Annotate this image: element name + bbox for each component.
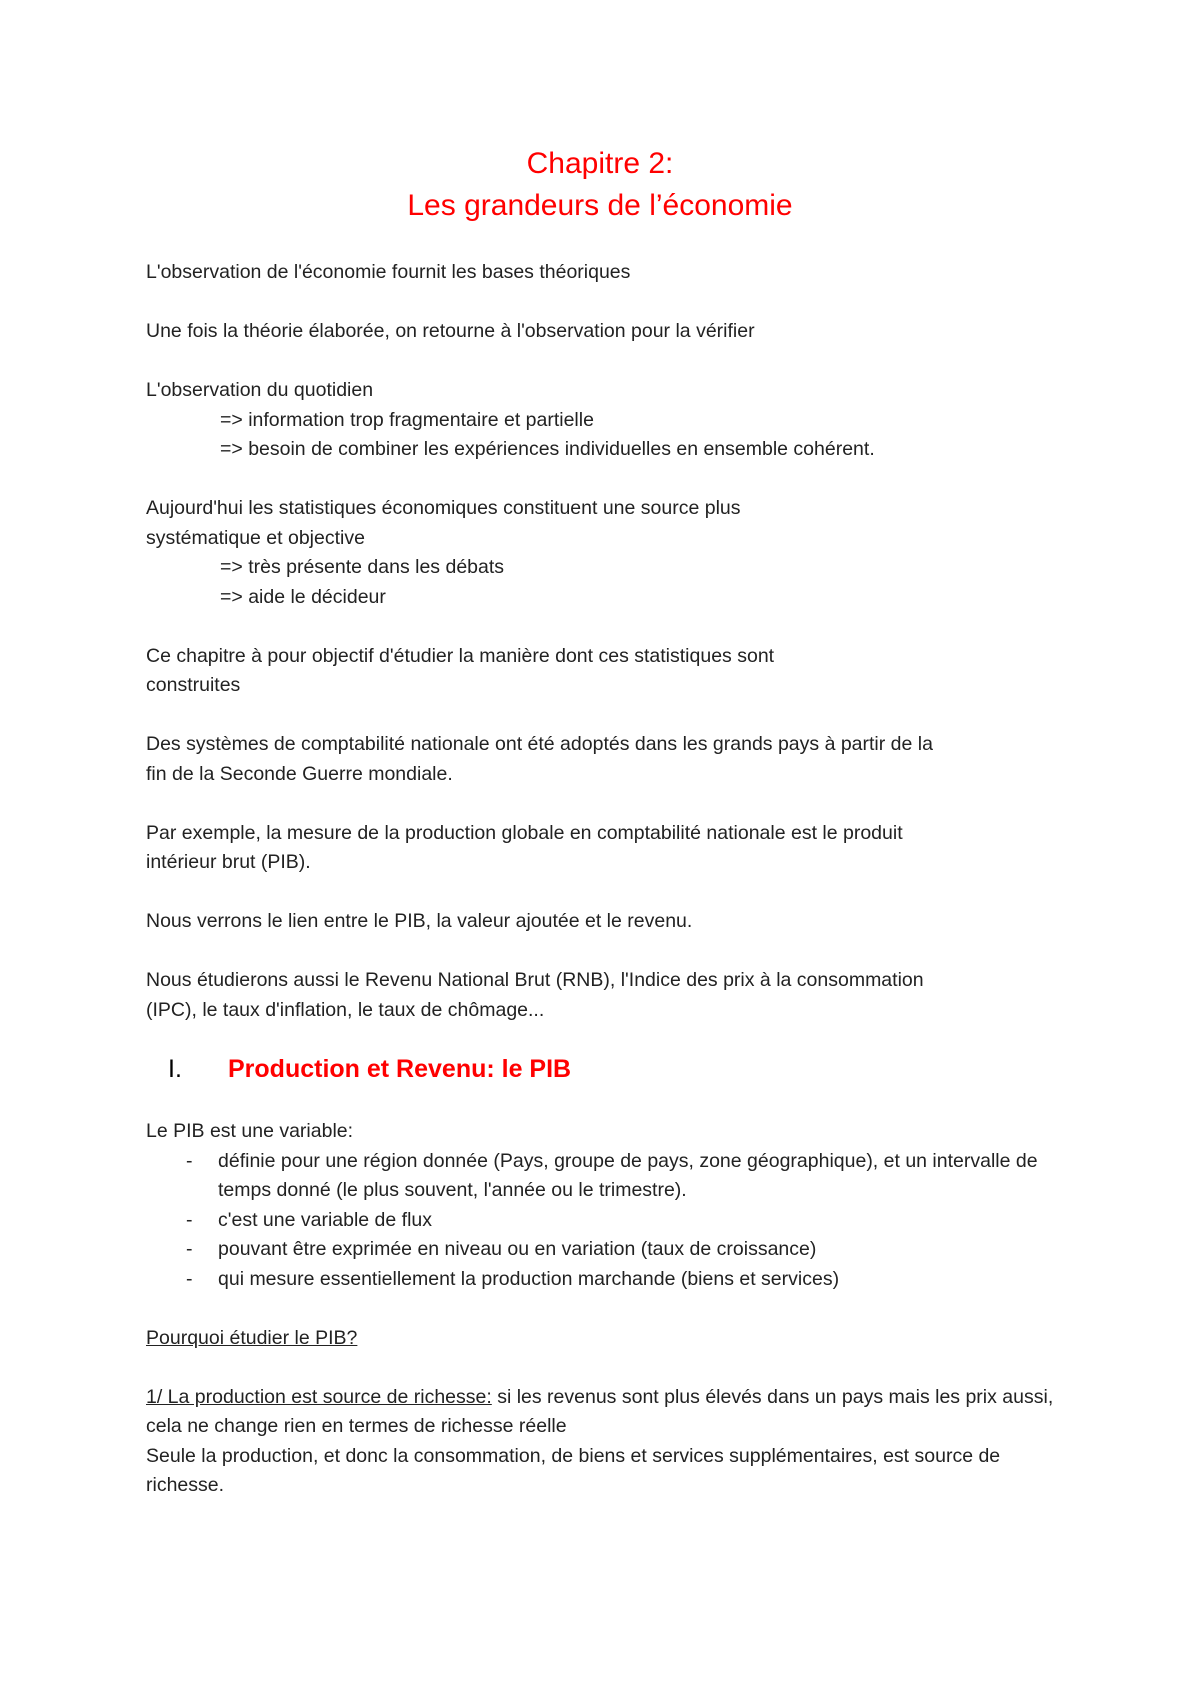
indented-line: => très présente dans les débats <box>220 556 505 578</box>
list-item <box>146 1206 1076 1236</box>
subheading: Pourquoi étudier le PIB? <box>146 1326 358 1349</box>
bullet-marker: - <box>186 1238 193 1260</box>
section-number: I. <box>168 1055 182 1083</box>
indented-line: => besoin de combiner les expériences individuelles en ensemble cohérent. <box>220 438 875 460</box>
bullet-marker: - <box>186 1208 193 1231</box>
paragraph: Des systèmes de comptabilité nationale ont été adoptés dans les grands pays à partir de la <box>146 733 933 755</box>
list-item-text: qui mesure essentiellement la production marchande (biens et services) <box>218 1267 840 1290</box>
chapter-number: Chapitre 2: <box>526 147 674 180</box>
list-item <box>146 1265 1076 1295</box>
paragraph <box>146 1383 1076 1442</box>
reason-label: 1/ La production est source de richesse: <box>146 1385 492 1408</box>
paragraph: Le PIB est une variable: <box>146 1120 354 1142</box>
paragraph: intérieur brut (PIB). <box>146 851 311 873</box>
indented-line: => information trop fragmentaire et partielle <box>220 408 594 431</box>
list-item-text: définie pour une région donnée (Pays, groupe de pays, zone géographique), et un intervalle de temps donné (le plus souvent, l'année ou le trimestre). <box>218 1149 1038 1201</box>
indented-line: => aide le décideur <box>220 585 386 608</box>
paragraph: construites <box>146 674 241 696</box>
paragraph: Nous étudierons aussi le Revenu National Brut (RNB), l'Indice des prix à la consommation <box>146 969 924 991</box>
list-item-text: pouvant être exprimée en niveau ou en variation (taux de croissance) <box>218 1238 817 1260</box>
document-body <box>146 258 1076 1501</box>
chapter-name: Les grandeurs de l’économie <box>407 189 793 222</box>
chapter-title <box>0 143 1200 227</box>
paragraph: Ce chapitre à pour objectif d'étudier la manière dont ces statistiques sont <box>146 644 775 667</box>
paragraph: Aujourd'hui les statistiques économiques constituent une source plus <box>146 497 741 519</box>
list-item <box>146 1147 1076 1206</box>
section-heading <box>146 1051 1076 1087</box>
paragraph: L'observation du quotidien <box>146 379 374 401</box>
bullet-list <box>146 1147 1076 1295</box>
paragraph: Une fois la théorie élaborée, on retourne à l'observation pour la vérifier <box>146 320 755 342</box>
paragraph: systématique et objective <box>146 526 365 549</box>
paragraph: Par exemple, la mesure de la production globale en comptabilité nationale est le produit <box>146 821 903 844</box>
reason-text: si les revenus sont plus élevés dans un pays mais les prix aussi, cela ne change rien en termes de richesse réelle <box>146 1385 1054 1437</box>
paragraph: L'observation de l'économie fournit les bases théoriques <box>146 261 631 283</box>
bullet-marker: - <box>186 1149 193 1172</box>
list-item-text: c'est une variable de flux <box>218 1208 433 1231</box>
paragraph: fin de la Seconde Guerre mondiale. <box>146 762 453 785</box>
section-title: Production et Revenu: le PIB <box>228 1055 572 1083</box>
paragraph: Nous verrons le lien entre le PIB, la valeur ajoutée et le revenu. <box>146 910 693 932</box>
paragraph: Seule la production, et donc la consommation, de biens et services supplémentaires, est source de richesse. <box>146 1444 1001 1496</box>
list-item <box>146 1235 1076 1265</box>
bullet-marker: - <box>186 1267 193 1290</box>
paragraph: (IPC), le taux d'inflation, le taux de chômage... <box>146 998 545 1021</box>
